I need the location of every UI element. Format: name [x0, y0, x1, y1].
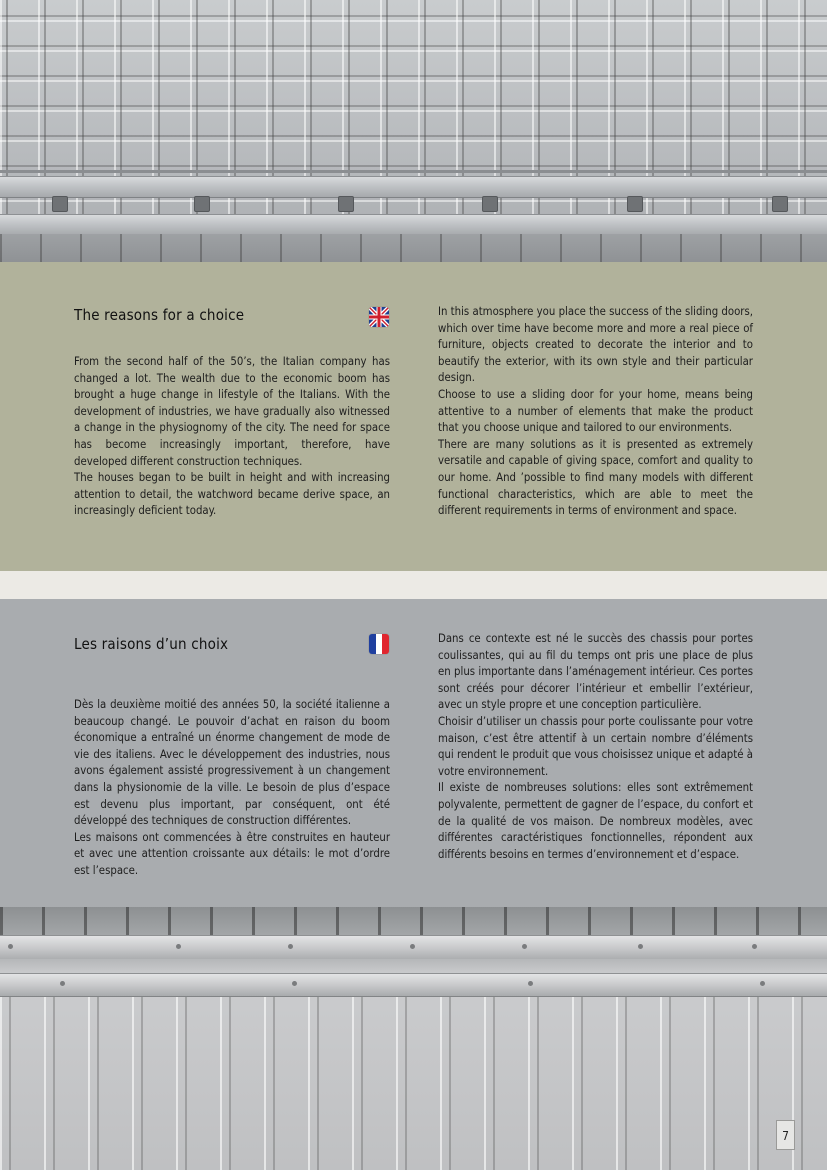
page-number: 7	[776, 1120, 795, 1150]
english-paragraph: Choose to use a sliding door for your home, means being attentive to a number of elements that make the product that you choose unique and tailored to our environments.	[438, 387, 753, 435]
door-top-shadow	[0, 907, 827, 935]
english-left-column	[74, 354, 390, 520]
bolt	[292, 981, 297, 986]
english-paragraph: From the second half of the 50’s, the Italian company has changed a lot. The wealth due to the economic boom has brought a huge change in lifestyle of the Italians. With the development of industries, we have gradually also witnessed a change in the physiognomy of the city. The need for space has become increasingly important, therefore, have developed different construction techniques.	[74, 355, 390, 468]
bolt	[752, 944, 757, 949]
door-rail-channel	[0, 959, 827, 973]
rail-clip	[627, 196, 643, 212]
french-paragraph: Choisir d’utiliser un chassis pour porte coulissante pour votre maison, c’est être attentif à un certain nombre d’éléments qui rendent le produit que vous choisissez unique et adapté à votre environnement.	[438, 714, 753, 778]
bolt	[760, 981, 765, 986]
rail-clip	[772, 196, 788, 212]
rail-clip	[482, 196, 498, 212]
english-right-column	[438, 304, 753, 520]
french-right-column	[438, 631, 753, 863]
uk-flag-icon	[369, 307, 389, 327]
rail-rod	[0, 170, 827, 173]
english-paragraph: In this atmosphere you place the success of the sliding doors, which over time have become more and more a real piece of furniture, objects created to decorate the interior and to beautify the exterior, with its own style and their particular design.	[438, 305, 753, 385]
bolt	[8, 944, 13, 949]
french-paragraph: Il existe de nombreuses solutions: elles sont extrêmement polyvalente, permettent de gagner de l’espace, du confort et de la qualité de vos maison. De nombreux modèles, avec différentes caractéristiques fonctionnelles, répondent aux différents besoins en termes d’environnement et d’espace.	[438, 781, 753, 861]
french-paragraph: Dès la deuxième moitié des années 50, la société italienne a beaucoup changé. Le pouvoir d’achat en raison du boom économique a entraîné un énorme changement de mode de vie des italiens. Avec le développement des industries, nous avons également assisté progressivement à un changement dans la physionomie de la ville. Le besoin de plus d’espace est devenu plus important, par conséquent, ont été développé des techniques de construction différentes.	[74, 698, 390, 828]
bolt	[410, 944, 415, 949]
bolt	[528, 981, 533, 986]
french-section	[0, 599, 827, 907]
bolt	[176, 944, 181, 949]
rail-clip	[338, 196, 354, 212]
rail-clip	[194, 196, 210, 212]
english-section	[0, 262, 827, 571]
french-title: Les raisons d’un choix	[74, 635, 229, 653]
french-paragraph: Les maisons ont commencées à être construites en hauteur et avec une attention croissante aux détails: le mot d’ordre est l’espace.	[74, 830, 390, 877]
section-divider	[0, 571, 827, 599]
english-title: The reasons for a choice	[74, 306, 245, 324]
france-flag-icon	[369, 634, 389, 654]
top-metal-door-photo	[0, 0, 827, 262]
top-rail	[0, 176, 827, 198]
bolt	[288, 944, 293, 949]
bolt	[522, 944, 527, 949]
rail-clip	[52, 196, 68, 212]
bottom-metal-door-photo	[0, 907, 827, 1170]
bolt	[638, 944, 643, 949]
french-left-column	[74, 697, 390, 880]
bolt	[60, 981, 65, 986]
english-paragraph: There are many solutions as it is presented as extremely versatile and capable of giving space, comfort and quality to our home. And ’possible to find many models with different functional characteristics, which are able to meet the different requirements in terms of environment and space.	[438, 437, 753, 518]
english-paragraph: The houses began to be built in height and with increasing attention to detail, the watchword became derive space, an increasingly deficient today.	[74, 471, 390, 518]
french-paragraph: Dans ce contexte est né le succès des chassis pour portes coulissantes, qui au fil du temps ont pris une place de plus en plus importante dans l’aménagement intérieur. Ces portes sont créés pour décorer l’intérieur et embellir l’extérieur, avec un style propre et une conception particulière.	[438, 632, 753, 712]
door-rail	[0, 973, 827, 997]
lower-rail	[0, 214, 827, 236]
mesh-shadow	[0, 234, 827, 262]
